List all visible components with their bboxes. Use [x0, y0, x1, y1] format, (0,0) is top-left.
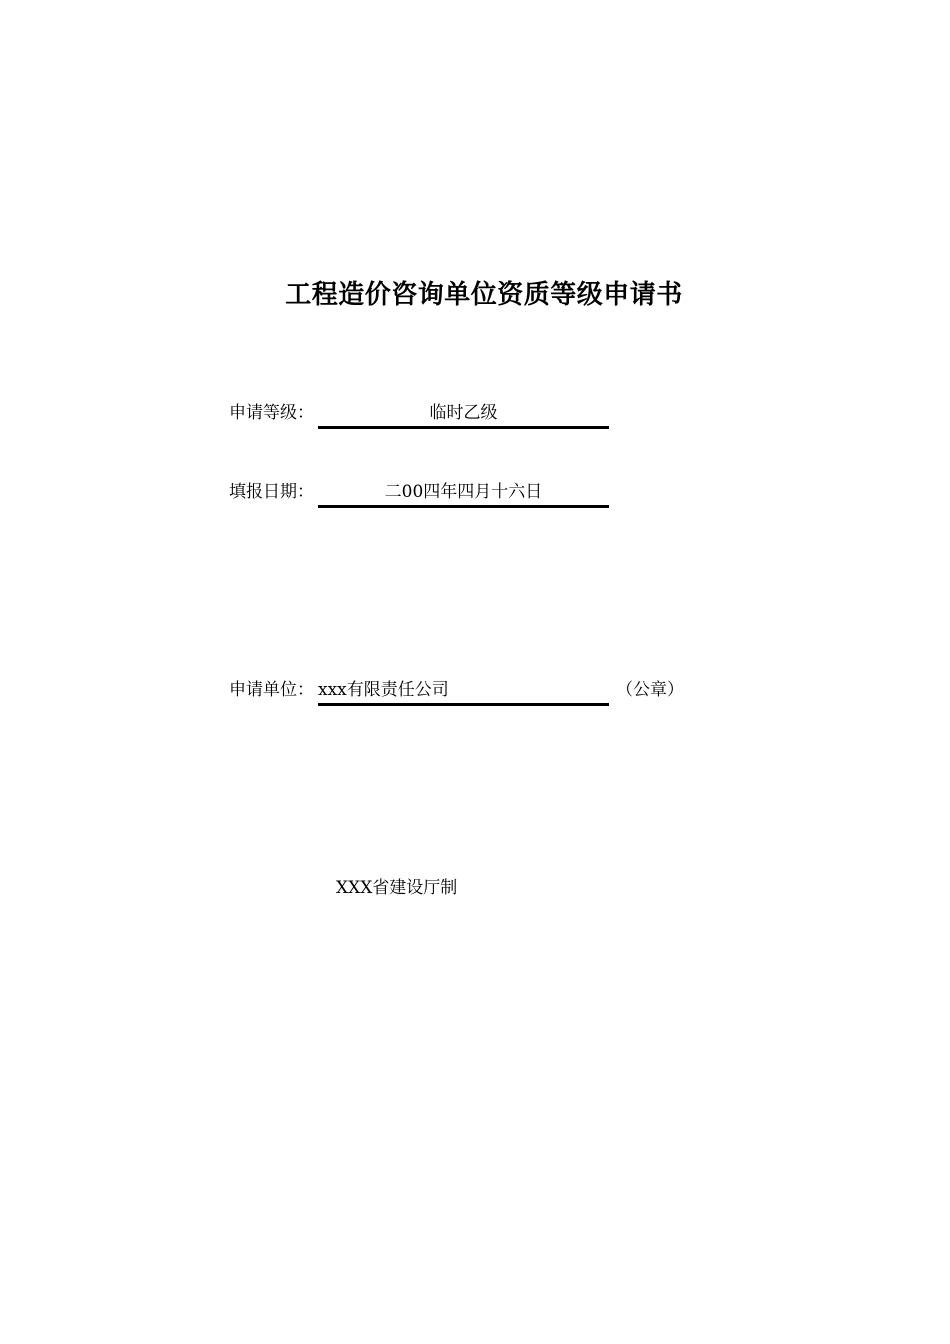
unit-underline [318, 703, 609, 706]
date-label: 填报日期： [229, 482, 314, 502]
grade-underline [318, 426, 609, 429]
unit-field [229, 675, 689, 719]
date-underline [318, 505, 609, 508]
document-title: 工程造价咨询单位资质等级申请书 [285, 280, 683, 310]
issuer-line: XXX省建设厅制 [336, 878, 458, 898]
date-value: 二00四年四月十六日 [384, 482, 543, 502]
unit-value: xxx有限责任公司 [318, 680, 449, 700]
grade-value: 临时乙级 [429, 403, 498, 423]
date-field [229, 477, 689, 521]
grade-field [229, 398, 689, 442]
unit-label: 申请单位： [229, 680, 314, 700]
seal-note: （公章） [616, 680, 684, 700]
grade-label: 申请等级： [229, 403, 314, 423]
